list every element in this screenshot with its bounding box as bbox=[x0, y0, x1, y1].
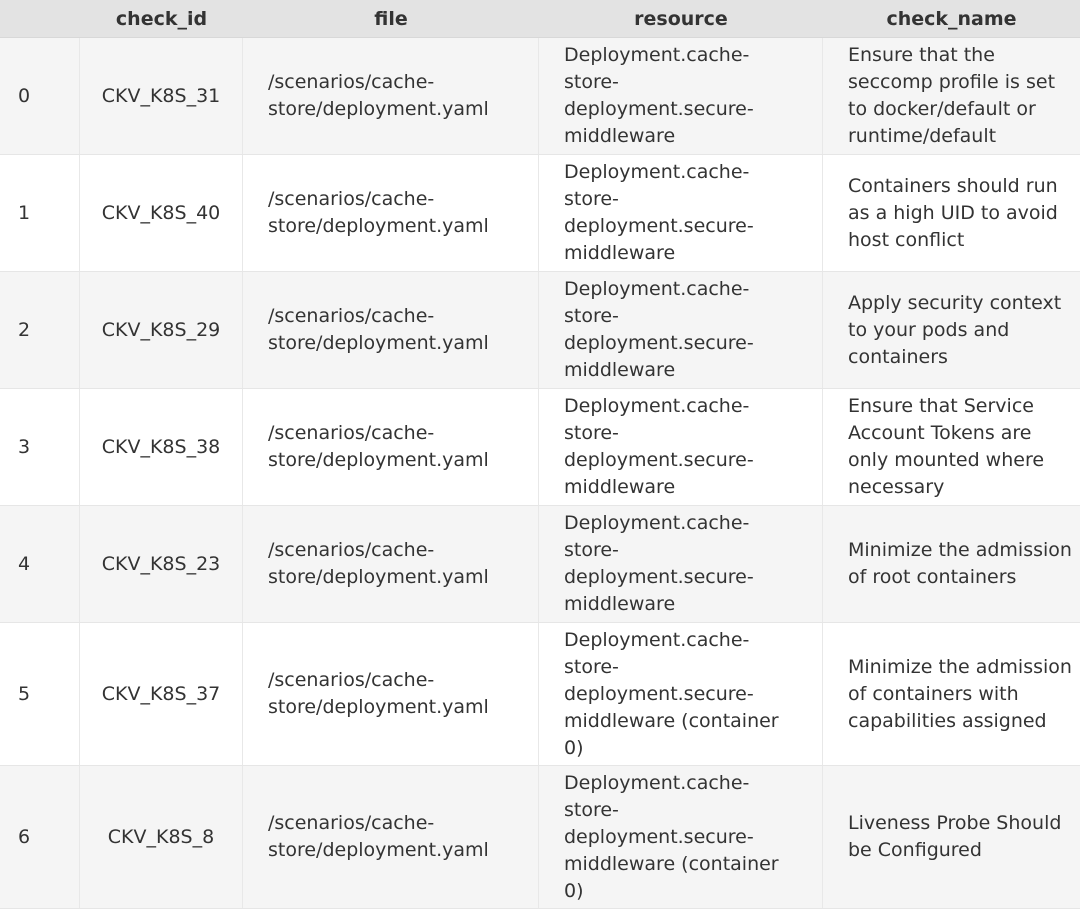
cell-check-id: CKV_K8S_40 bbox=[80, 155, 243, 271]
cell-check-id: CKV_K8S_8 bbox=[80, 766, 243, 908]
cell-check-id: CKV_K8S_37 bbox=[80, 623, 243, 765]
cell-resource: Deployment.cache- store- deployment.secure- middleware bbox=[539, 272, 823, 388]
table-row bbox=[0, 766, 1080, 909]
cell-file: /scenarios/cache- store/deployment.yaml bbox=[243, 623, 539, 765]
cell-resource: Deployment.cache- store- deployment.secure- middleware (container 0) bbox=[539, 766, 823, 908]
cell-file: /scenarios/cache- store/deployment.yaml bbox=[243, 766, 539, 908]
cell-check-name: Ensure that the seccomp profile is set to docker/default or runtime/default bbox=[848, 44, 1056, 147]
cell-file: /scenarios/cache- store/deployment.yaml bbox=[243, 506, 539, 622]
cell-resource: Deployment.cache- store- deployment.secure- middleware bbox=[539, 155, 823, 271]
cell-check-name: Minimize the admission of root containers bbox=[848, 539, 1072, 588]
row-index: 3 bbox=[0, 389, 80, 505]
cell-file: /scenarios/cache- store/deployment.yaml bbox=[243, 272, 539, 388]
table-row bbox=[0, 623, 1080, 766]
row-index: 4 bbox=[0, 506, 80, 622]
table-row bbox=[0, 506, 1080, 623]
cell-file: /scenarios/cache- store/deployment.yaml bbox=[243, 155, 539, 271]
table-header bbox=[0, 0, 1080, 38]
cell-check-name: Ensure that Service Account Tokens are only mounted where necessary bbox=[848, 395, 1045, 498]
column-header-check-name[interactable]: check_name bbox=[886, 7, 1017, 30]
table-row bbox=[0, 38, 1080, 155]
row-index: 5 bbox=[0, 623, 80, 765]
row-index: 0 bbox=[0, 38, 80, 154]
cell-check-name: Apply security context to your pods and containers bbox=[848, 291, 1062, 368]
cell-resource: Deployment.cache- store- deployment.secure- middleware bbox=[539, 389, 823, 505]
table-row bbox=[0, 272, 1080, 389]
column-header-file[interactable]: file bbox=[374, 7, 408, 30]
cell-file: /scenarios/cache- store/deployment.yaml bbox=[243, 389, 539, 505]
cell-check-id: CKV_K8S_29 bbox=[80, 272, 243, 388]
cell-file: /scenarios/cache- store/deployment.yaml bbox=[243, 38, 539, 154]
cell-resource: Deployment.cache- store- deployment.secure- middleware bbox=[539, 506, 823, 622]
cell-check-name: Liveness Probe Should be Configured bbox=[848, 812, 1062, 861]
cell-resource: Deployment.cache- store- deployment.secure- middleware (container 0) bbox=[539, 623, 823, 765]
row-index: 6 bbox=[0, 766, 80, 908]
cell-check-id: CKV_K8S_31 bbox=[80, 38, 243, 154]
table-row bbox=[0, 155, 1080, 272]
cell-resource: Deployment.cache- store- deployment.secure- middleware bbox=[539, 38, 823, 154]
column-header-resource[interactable]: resource bbox=[634, 7, 728, 30]
cell-check-id: CKV_K8S_23 bbox=[80, 506, 243, 622]
row-index: 1 bbox=[0, 155, 80, 271]
cell-check-id: CKV_K8S_38 bbox=[80, 389, 243, 505]
table-row bbox=[0, 389, 1080, 506]
column-header-index[interactable] bbox=[0, 0, 80, 37]
row-index: 2 bbox=[0, 272, 80, 388]
column-header-check-id[interactable]: check_id bbox=[115, 7, 208, 30]
cell-check-name: Containers should run as a high UID to avoid host conflict bbox=[848, 174, 1058, 251]
cell-check-name: Minimize the admission of containers with capabilities assigned bbox=[848, 655, 1072, 732]
